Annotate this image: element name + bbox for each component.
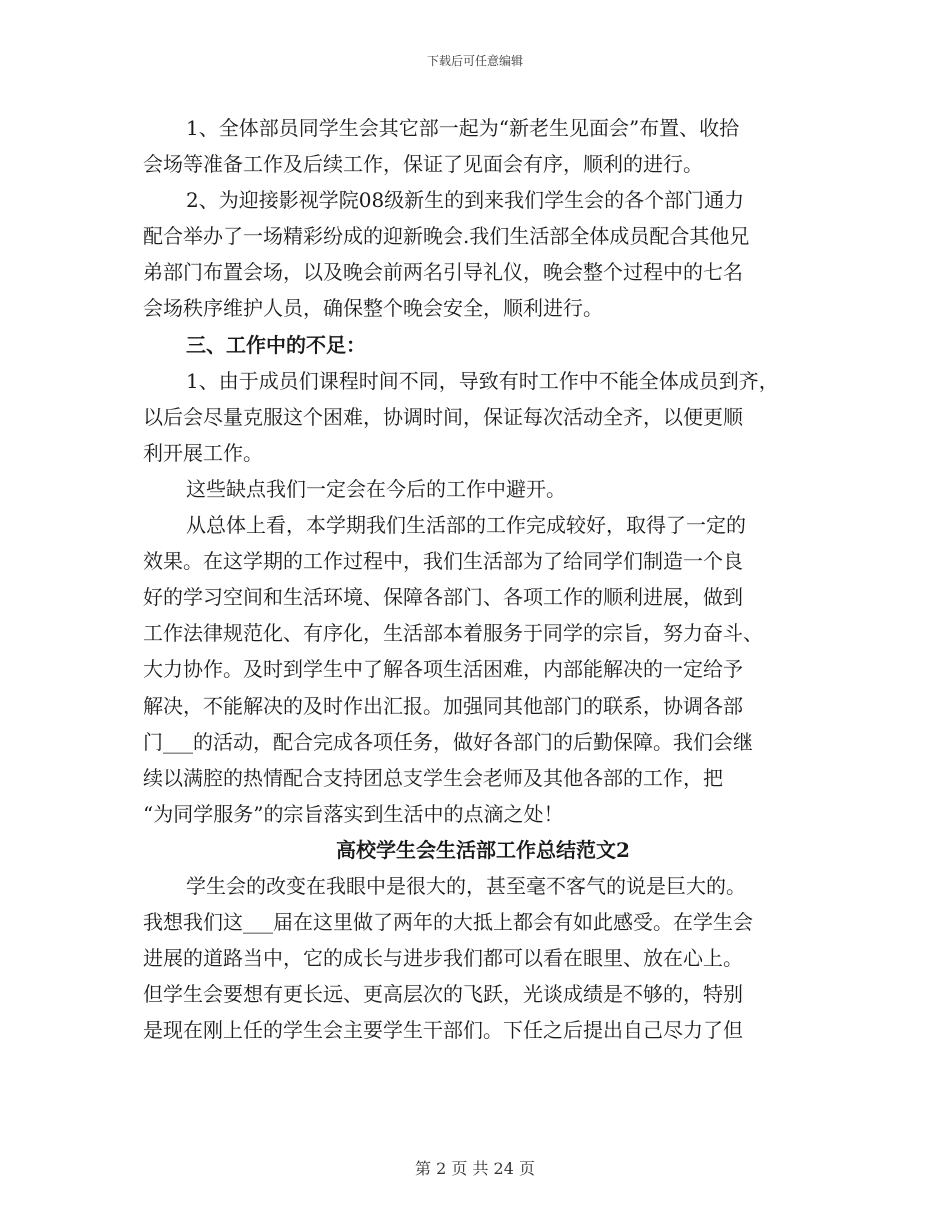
body-text-line: 1、由于成员们课程时间不同，导致有时工作中不能全体成员到齐， bbox=[186, 368, 779, 393]
body-text-line: 这些缺点我们一定会在今后的工作中避开。 bbox=[186, 476, 566, 501]
body-text-line: 工作法律规范化、有序化，生活部本着服务于同学的宗旨，努力奋斗、 bbox=[143, 621, 763, 646]
body-text-line: 好的学习空间和生活环境、保障各部门、各项工作的顺利进展，做到 bbox=[143, 585, 743, 610]
body-text-line: “为同学服务”的宗旨落实到生活中的点滴之处！ bbox=[143, 801, 564, 826]
body-text-line: 是现在刚上任的学生会主要学生干部们。下任之后提出自己尽力了但 bbox=[143, 1018, 743, 1043]
body-text-line: 会场秩序维护人员，确保整个晚会安全，顺利进行。 bbox=[143, 296, 603, 321]
body-text-line: 2、为迎接影视学院08级新生的到来我们学生会的各个部门通力 bbox=[186, 188, 745, 213]
page-header: 下载后可任意编辑 bbox=[426, 54, 523, 68]
body-text-line: 但学生会要想有更长远、更高层次的飞跃，光谈成绩是不够的，特别 bbox=[143, 982, 743, 1007]
subheading: 三、工作中的不足： bbox=[186, 332, 366, 357]
body-text-line: 1、全体部员同学生会其它部一起为“新老生见面会”布置、收拾 bbox=[186, 116, 740, 140]
body-text-line: 门___的活动，配合完成各项任务，做好各部门的后勤保障。我们会继 bbox=[143, 729, 753, 754]
body-text-line: 大力协作。及时到学生中了解各项生活困难，内部能解决的一定给予 bbox=[143, 657, 743, 682]
section-heading: 高校学生会生活部工作总结范文2 bbox=[336, 837, 630, 862]
body-text-line: 效果。在这学期的工作过程中，我们生活部为了给同学们制造一个良 bbox=[143, 549, 743, 574]
body-text-line: 学生会的改变在我眼中是很大的，甚至毫不客气的说是巨大的。 bbox=[186, 873, 746, 898]
body-text-line: 弟部门布置会场，以及晚会前两名引导礼仪，晚会整个过程中的七名 bbox=[143, 260, 743, 285]
body-text-line: 利开展工作。 bbox=[143, 440, 263, 465]
page-footer: 第 2 页 共 24 页 bbox=[415, 1159, 535, 1178]
body-text-line: 进展的道路当中，它的成长与进步我们都可以看在眼里、放在心上。 bbox=[143, 946, 743, 971]
body-text-line: 我想我们这___届在这里做了两年的大抵上都会有如此感受。在学生会 bbox=[143, 910, 753, 935]
body-text-line: 续以满腔的热情配合支持团总支学生会老师及其他各部的工作，把 bbox=[143, 765, 723, 790]
document-body bbox=[143, 110, 823, 1048]
body-text-line: 从总体上看，本学期我们生活部的工作完成较好，取得了一定的 bbox=[186, 513, 746, 538]
body-text-line: 会场等准备工作及后续工作，保证了见面会有序，顺利的进行。 bbox=[143, 152, 703, 177]
body-text-line: 以后会尽量克服这个困难，协调时间，保证每次活动全齐，以便更顺 bbox=[143, 404, 743, 429]
body-text-line: 解决，不能解决的及时作出汇报。加强同其他部门的联系，协调各部 bbox=[143, 693, 743, 718]
body-text-line: 配合举办了一场精彩纷成的迎新晚会.我们生活部全体成员配合其他兄 bbox=[143, 224, 750, 249]
